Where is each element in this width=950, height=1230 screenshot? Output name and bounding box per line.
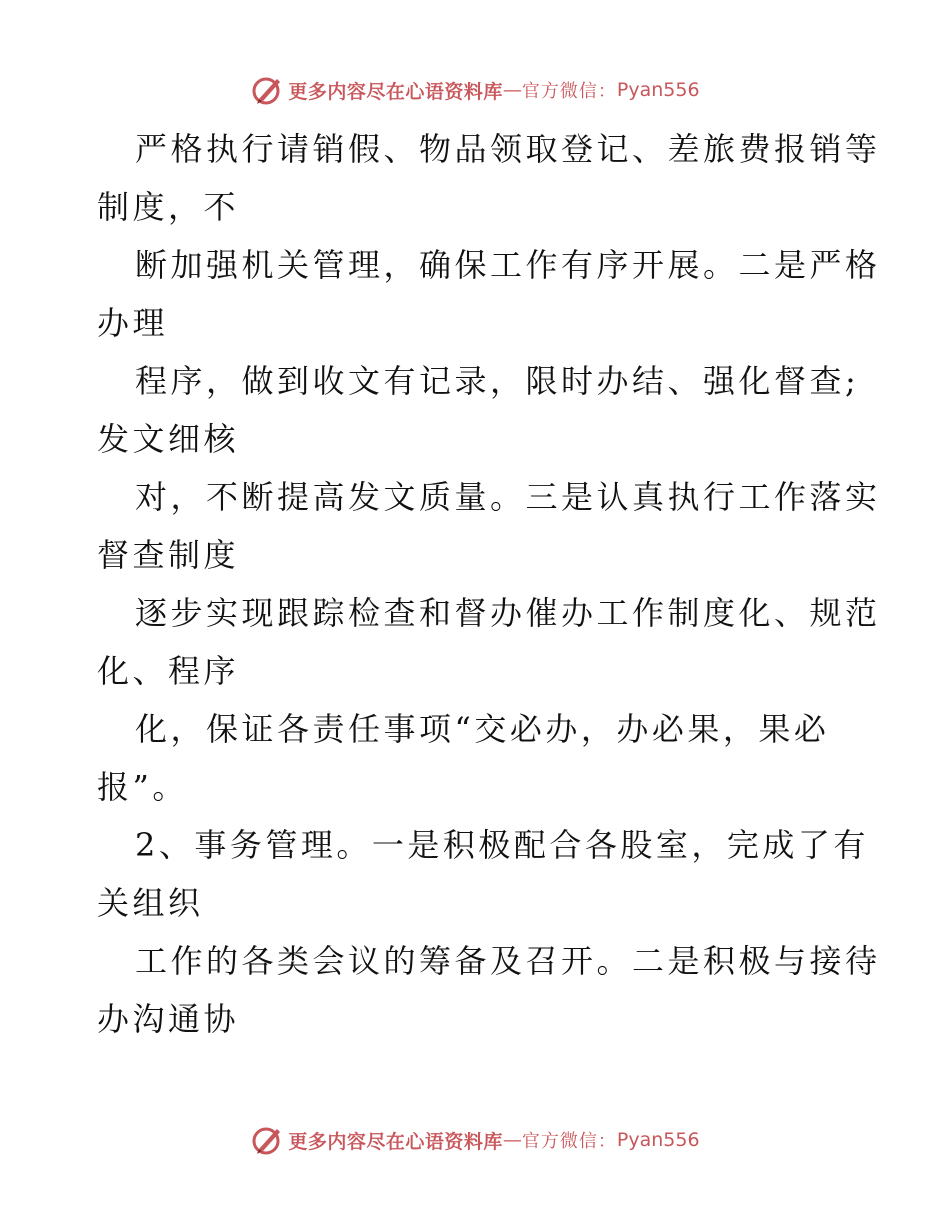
body-line: 关组织 [97,884,204,922]
body-line: 严格执行请销假、物品领取登记、差旅费报销等 [135,130,881,168]
watermark-label: 官方微信： [521,1131,617,1152]
quill-logo-icon [250,73,284,107]
body-line: 化、程序 [97,652,240,690]
watermark-main-text: 更多内容尽在心语资料库 [288,80,503,103]
body-line: 化，保证各责任事项“交必办，办必果，果必 [135,710,830,748]
body-line: 断加强机关管理，确保工作有序开展。二是严格 [135,246,881,284]
body-line: 工作的各类会议的筹备及召开。二是积极与接待 [135,942,881,980]
body-line: 制度，不 [97,188,240,226]
body-line: 办理 [97,304,169,342]
header-watermark [0,70,950,110]
body-line: 对，不断提高发文质量。三是认真执行工作落实 [135,478,881,516]
body-line: 发文细核 [97,420,240,458]
body-line: 程序，做到收文有记录，限时办结、强化督查; [135,362,860,400]
footer-watermark [0,1120,950,1160]
quill-logo-icon [250,1123,284,1157]
body-line: 办沟通协 [97,1000,240,1038]
watermark-main-text: 更多内容尽在心语资料库 [288,1130,503,1153]
body-line: 逐步实现跟踪检查和督办催办工作制度化、规范 [135,594,881,632]
watermark-wechat-id: Pyan556 [616,1129,700,1151]
body-line: 2、事务管理。一是积极配合各股室，完成了有 [135,826,869,864]
body-line: 督查制度 [97,536,240,574]
body-line: 报”。 [97,768,188,806]
watermark-label: 官方微信： [521,81,617,102]
watermark-wechat-id: Pyan556 [616,79,700,101]
watermark-separator: — [502,1129,522,1151]
document-body [97,120,881,1048]
watermark-separator: — [502,79,522,101]
